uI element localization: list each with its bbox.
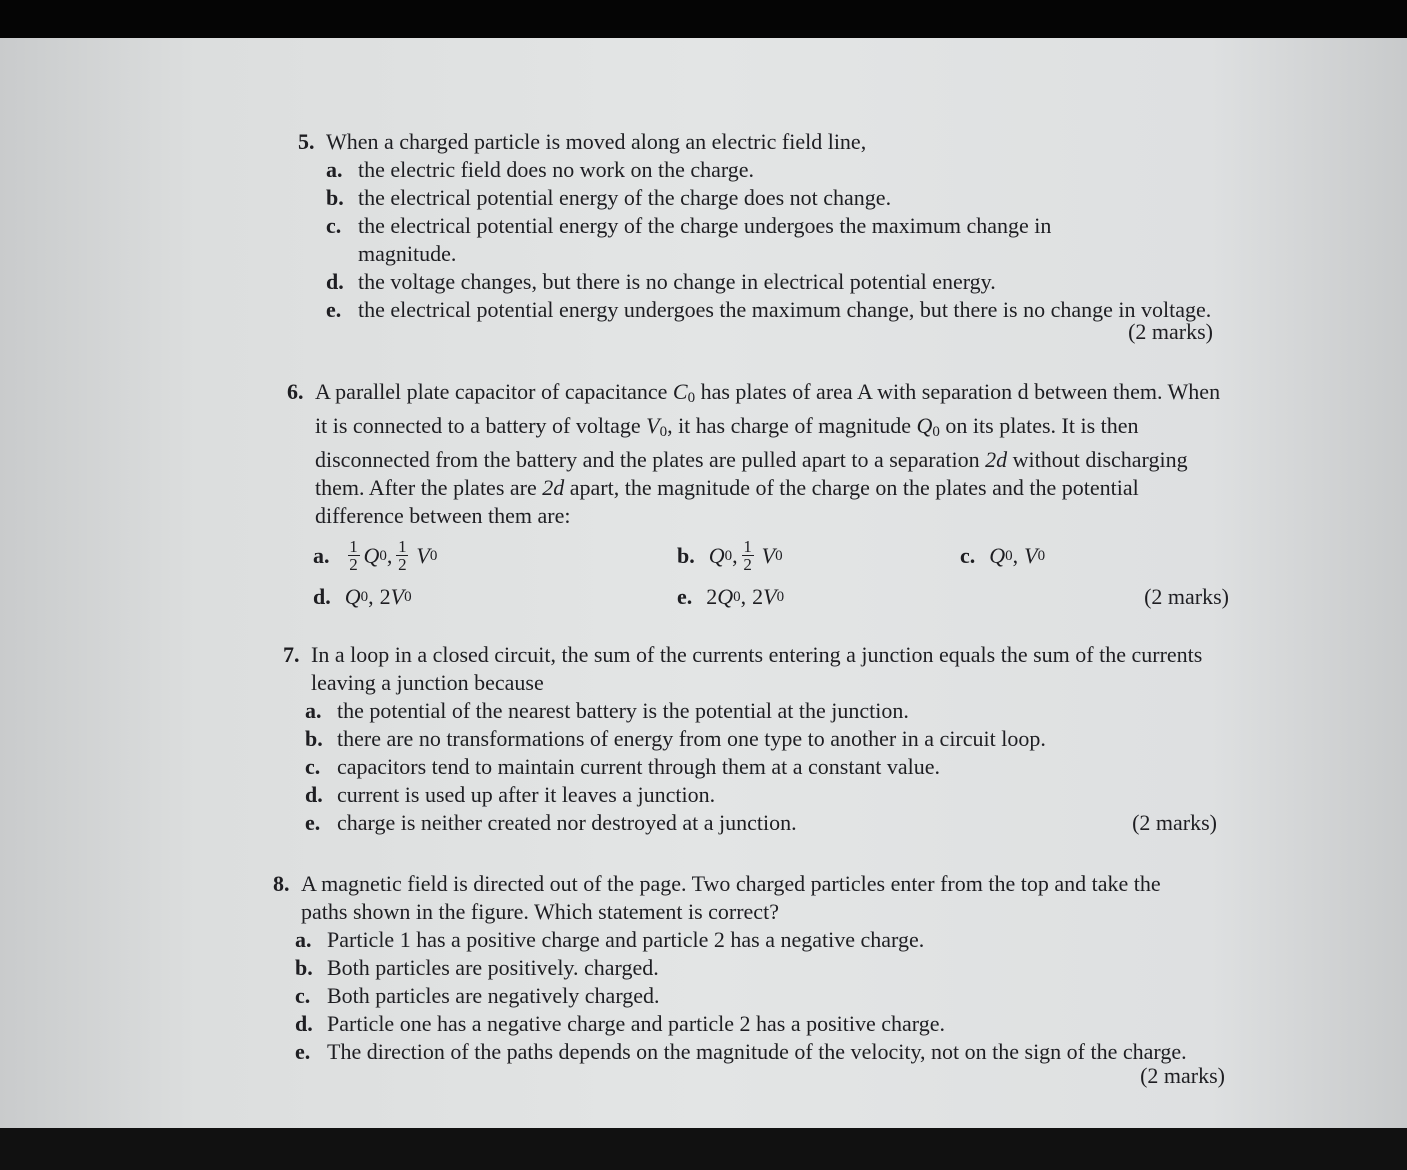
question-8 (273, 870, 1225, 1090)
question-stem (283, 641, 1217, 697)
question-number: 5. (298, 129, 315, 154)
options-row-2 (287, 583, 1229, 611)
option-a[interactable] (305, 697, 1217, 725)
option-b[interactable] (305, 725, 1217, 753)
subscript: 0 (776, 589, 785, 605)
option-a[interactable] (313, 538, 677, 573)
subscript: 0 (775, 547, 783, 564)
coefficient: 2 (706, 584, 718, 609)
subscript: 0 (659, 424, 668, 440)
stem-part: has plates of area A with separation d between them. When it is connected to a battery of voltage (315, 379, 1221, 438)
option-e[interactable] (295, 1038, 1225, 1066)
option-text: there are no transformations of energy from one type to another in a circuit loop. (337, 726, 1046, 751)
subscript: 0 (429, 547, 438, 564)
question-text: When a charged particle is moved along an electric field line, (326, 129, 867, 154)
option-d[interactable] (305, 781, 1217, 809)
option-letter: c. (326, 213, 342, 238)
option-text: Both particles are negatively charged. (327, 983, 660, 1008)
fraction-numerator: 1 (743, 537, 752, 556)
stem-part: without discharging them. After the plates are (315, 447, 1188, 500)
option-letter: b. (295, 955, 313, 980)
option-letter: b. (305, 726, 323, 751)
fraction (348, 538, 360, 573)
question-marks: (2 marks) (1128, 319, 1213, 344)
option-text: the potential of the nearest battery is the potential at the junction. (337, 698, 909, 723)
stem-part: , it has charge of magnitude (667, 413, 917, 438)
option-letter: e. (677, 584, 693, 609)
option-letter: a. (313, 542, 330, 568)
option-text: Particle 1 has a positive charge and particle 2 has a negative charge. (327, 927, 925, 952)
question-number: 6. (287, 379, 304, 404)
option-d[interactable] (295, 1010, 1225, 1038)
subscript: 0 (687, 390, 696, 406)
option-letter: d. (295, 1011, 313, 1036)
option-c[interactable] (960, 542, 1045, 570)
coefficient: 2 (752, 584, 764, 609)
option-letter: e. (295, 1039, 311, 1064)
question-marks: (2 marks) (1140, 1063, 1225, 1088)
question-7 (283, 641, 1217, 837)
subscript: 0 (724, 547, 733, 564)
subscript: 0 (733, 589, 741, 605)
option-text: current is used up after it leaves a junction. (337, 782, 716, 807)
option-c[interactable] (305, 753, 1217, 781)
option-text: the electrical potential energy undergoes the maximum change, but there is no change in voltage. (358, 297, 1212, 322)
comma: , (1012, 542, 1019, 568)
subscript: 0 (404, 589, 412, 605)
option-b[interactable] (295, 954, 1225, 982)
option-letter: d. (305, 782, 323, 807)
voltage-symbol: V (761, 542, 776, 568)
question-text: A magnetic field is directed out of the page. Two charged particles enter from the top and take the paths shown in the figure. Which statement is correct? (301, 871, 1161, 924)
option-c[interactable] (295, 982, 1225, 1010)
question-text: In a loop in a closed circuit, the sum of the currents entering a junction equals the sum of the currents leaving a junction because (311, 642, 1203, 695)
option-letter: c. (305, 754, 321, 779)
option-text: Particle one has a negative charge and particle 2 has a positive charge. (327, 1011, 945, 1036)
option-letter: c. (295, 983, 311, 1008)
question-stem (273, 870, 1225, 926)
voltage-symbol: V (390, 584, 405, 609)
fraction (742, 538, 754, 573)
options-row-1 (287, 538, 1229, 573)
question-stem (287, 378, 1229, 530)
option-letter: b. (677, 542, 695, 568)
fraction-denominator: 2 (349, 555, 358, 574)
option-e[interactable] (326, 296, 1213, 324)
subscript: 0 (379, 547, 387, 564)
subscript: 0 (360, 589, 369, 605)
option-a[interactable] (326, 156, 1213, 184)
option-letter: d. (326, 269, 344, 294)
option-b[interactable] (326, 184, 1213, 212)
option-letter: d. (313, 584, 331, 609)
fraction-numerator: 1 (398, 537, 407, 556)
option-d[interactable] (313, 583, 677, 611)
option-letter: a. (326, 157, 343, 182)
voltage-symbol: V (763, 584, 777, 609)
charge-symbol: Q (708, 542, 725, 568)
question-6 (287, 378, 1229, 611)
comma: , (740, 584, 747, 609)
question-number: 7. (283, 642, 300, 667)
question-5 (298, 128, 1213, 346)
option-text: Both particles are positively. charged. (327, 955, 659, 980)
option-e[interactable] (677, 583, 1117, 611)
fraction-numerator: 1 (349, 537, 358, 556)
question-stem (298, 128, 1213, 156)
option-text: the electric field does no work on the charge. (358, 157, 755, 182)
option-letter: e. (305, 810, 321, 835)
option-text: The direction of the paths depends on the magnitude of the velocity, not on the sign of the charge. (327, 1039, 1187, 1064)
option-text: capacitors tend to maintain current through them at a constant value. (337, 754, 940, 779)
comma: , (368, 584, 374, 609)
charge-symbol: Q (363, 542, 380, 568)
marks-text: (2 marks) (1144, 584, 1229, 609)
option-e[interactable] (305, 809, 1217, 837)
option-text: charge is neither created nor destroyed at a junction. (337, 810, 797, 835)
option-b[interactable] (677, 538, 960, 573)
option-text: the electrical potential energy of the charge does not change. (358, 185, 892, 210)
option-c[interactable] (326, 212, 1213, 268)
question-number: 8. (273, 871, 290, 896)
option-a[interactable] (295, 926, 1225, 954)
option-letter: b. (326, 185, 344, 210)
fraction (396, 538, 408, 573)
capacitance-symbol: C (672, 379, 688, 404)
stem-part: on its plates. It is then disconnected from the battery and the plates are pulled apart to a separation (315, 413, 1139, 472)
option-text: the voltage changes, but there is no change in electrical potential energy. (358, 269, 996, 294)
comma: , (732, 542, 738, 568)
voltage-symbol: V (1024, 542, 1038, 568)
charge-symbol: Q (717, 584, 734, 609)
charge-symbol: Q (989, 542, 1006, 568)
option-text: the electrical potential energy of the charge undergoes the maximum change in magnitude. (358, 213, 1052, 266)
subscript: 0 (1005, 547, 1013, 564)
charge-symbol: Q (916, 413, 933, 438)
subscript: 0 (1037, 547, 1046, 564)
option-letter: e. (326, 297, 342, 322)
question-marks (1117, 583, 1229, 611)
separation-symbol: 2d (985, 447, 1008, 472)
option-letter: c. (960, 542, 976, 568)
stem-part: A parallel plate capacitor of capacitance (315, 379, 673, 404)
voltage-symbol: V (646, 413, 660, 438)
subscript: 0 (932, 424, 940, 440)
question-text (315, 378, 1229, 530)
option-d[interactable] (326, 268, 1213, 296)
fraction-denominator: 2 (743, 555, 752, 574)
comma: , (386, 542, 393, 568)
stem-part: apart, the magnitude of the charge on the plates and the potential difference between them are: (315, 475, 1139, 528)
voltage-symbol: V (416, 542, 430, 568)
option-letter: a. (305, 698, 322, 723)
charge-symbol: Q (344, 584, 361, 609)
fraction-denominator: 2 (398, 555, 407, 574)
question-marks: (2 marks) (1132, 810, 1217, 835)
option-letter: a. (295, 927, 312, 952)
separation-symbol: 2d (542, 475, 565, 500)
coefficient: 2 (379, 584, 391, 609)
